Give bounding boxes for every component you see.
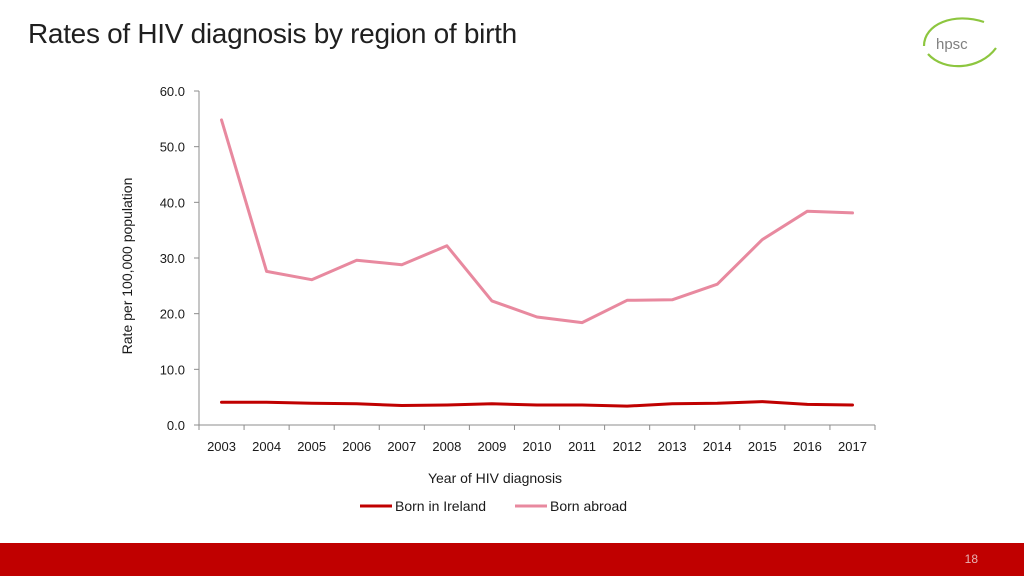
footer-bar	[0, 543, 1024, 576]
legend-label: Born abroad	[550, 498, 628, 514]
x-tick-label: 2014	[702, 439, 732, 454]
x-axis-title: Year of HIV diagnosis	[427, 470, 563, 486]
y-axis	[160, 84, 199, 433]
x-tick-label: 2016	[792, 439, 822, 454]
x-tick-label: 2008	[432, 439, 462, 454]
x-axis	[199, 425, 875, 454]
x-tick-label: 2011	[568, 439, 597, 454]
y-tick-label: 0.0	[166, 418, 185, 433]
y-tick-label: 20.0	[159, 306, 185, 322]
y-tick-label: 50.0	[159, 139, 185, 155]
y-tick-label: 10.0	[159, 362, 185, 378]
logo-text: hpsc	[936, 36, 968, 53]
series-line-born-abroad	[222, 120, 853, 323]
x-tick-label: 2013	[657, 439, 687, 454]
x-tick-label: 2012	[612, 439, 642, 454]
x-tick-label: 2017	[838, 439, 867, 454]
x-tick-label: 2010	[522, 439, 552, 454]
x-tick-label: 2007	[387, 439, 417, 454]
series-lines	[221, 120, 852, 406]
x-tick-label: 2015	[747, 439, 777, 454]
x-tick-label: 2003	[207, 439, 236, 454]
y-axis-title: Rate per 100,000 population	[119, 177, 135, 355]
x-tick-label: 2009	[477, 439, 507, 454]
page-number: 18	[964, 552, 978, 566]
legend	[360, 498, 627, 514]
slide-title: Rates of HIV diagnosis by region of birth	[28, 18, 517, 49]
x-tick-label: 2004	[252, 439, 282, 454]
y-tick-label: 30.0	[159, 251, 185, 266]
x-tick-label: 2005	[297, 439, 327, 454]
y-tick-label: 40.0	[159, 195, 185, 211]
series-line-born-in-ireland	[222, 402, 853, 407]
x-tick-label: 2006	[342, 439, 372, 454]
y-tick-label: 60.0	[159, 84, 185, 99]
legend-label: Born in Ireland	[395, 498, 487, 514]
